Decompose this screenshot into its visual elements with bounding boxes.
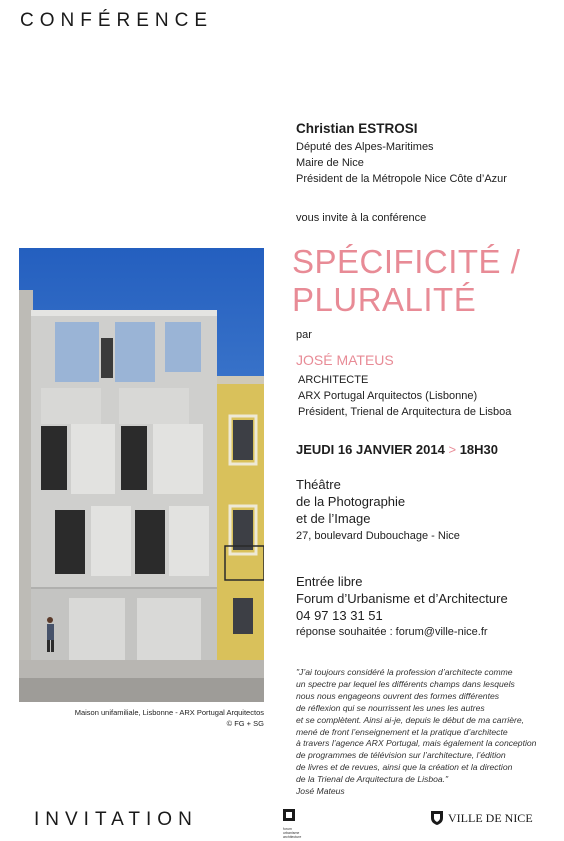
- speaker-name: JOSÉ MATEUS: [296, 352, 394, 368]
- quote-line: nous nous engageons ouvrent des formes différentes: [296, 690, 500, 701]
- venue-line: et de l’Image: [296, 511, 371, 526]
- building-illustration: [19, 248, 264, 702]
- organizer-name: Forum d’Urbanisme et d’Architecture: [296, 591, 508, 606]
- quote-line: et se complètent. Ainsi ai-je, depuis le début de ma carrière,: [296, 714, 525, 725]
- quote-author: José Mateus: [296, 786, 345, 797]
- quote-line: "J’ai toujours considéré la profession d’architecte comme: [296, 667, 513, 677]
- building-photo: [19, 248, 264, 702]
- event-date: JEUDI 16 JANVIER 2014: [296, 442, 445, 457]
- forum-logo: [283, 808, 301, 839]
- forum-logo-line: forum: [283, 827, 292, 831]
- forum-logo-line: architecture: [283, 835, 302, 839]
- forum-logo-icon: [283, 809, 295, 821]
- host-title: Député des Alpes-Maritimes: [296, 141, 434, 153]
- title-line: PLURALITÉ: [292, 281, 477, 318]
- info-block: [296, 573, 508, 624]
- photo-credit: © FG + SG: [226, 719, 264, 728]
- quote-line: mené de front l’enseignement et la pratique d’architecte: [296, 726, 508, 737]
- city-name: VILLE DE NICE: [448, 810, 533, 825]
- forum-logo-line: urbanisme: [283, 831, 300, 835]
- datetime-separator: >: [448, 442, 457, 457]
- speaker-role: ARCHITECTE: [298, 374, 369, 386]
- host-block: [296, 121, 507, 187]
- quote-line: un spectre par lequel les différents champs dans lesquels: [296, 678, 515, 689]
- conference-title: [292, 243, 520, 319]
- quote-line: de programmes de télévision sur l’architecture, l’édition: [296, 750, 506, 761]
- host-title: Maire de Nice: [296, 157, 364, 169]
- quote-line: de réflexion qui se nourrissent les unes les autres: [296, 702, 485, 713]
- venue-block: [296, 476, 405, 527]
- footer-title: INVITATION: [34, 809, 198, 830]
- venue-line: de la Photographie: [296, 494, 406, 509]
- host-titles: [296, 139, 507, 187]
- header-title: CONFÉRENCE: [20, 10, 214, 31]
- by-label: par: [296, 329, 312, 341]
- quote-line: de la Trienal de Arquitectura de Lisboa.": [296, 774, 449, 785]
- quote-line: à travers l’agence ARX Portugal, mais également la conception: [296, 738, 537, 749]
- speaker-role: ARX Portugal Arquitectos (Lisbonne): [298, 390, 478, 402]
- host-title: Président de la Métropole Nice Côte d’Azur: [296, 173, 507, 185]
- quote-line: de livres et de revues, ainsi que la création et la direction: [296, 762, 513, 773]
- photo-caption: Maison unifamiliale, Lisbonne - ARX Portugal Arquitectos: [74, 708, 264, 717]
- event-datetime: [296, 442, 498, 457]
- event-time: 18H30: [459, 442, 499, 457]
- invite-line: vous invite à la conférence: [296, 212, 427, 224]
- phone-number: 04 97 13 31 51: [296, 608, 383, 623]
- photo-caption-block: [40, 707, 264, 729]
- venue-address: 27, boulevard Dubouchage - Nice: [296, 530, 460, 542]
- speaker-role: Président, Trienal de Arquitectura de Lisboa: [298, 406, 512, 418]
- city-crest-icon: [430, 810, 444, 826]
- host-name: Christian ESTROSI: [296, 121, 418, 136]
- speaker-roles: [298, 372, 511, 420]
- rsvp-line: réponse souhaitée : forum@ville-nice.fr: [296, 626, 488, 638]
- city-logo: [430, 810, 533, 826]
- title-line: SPÉCIFICITÉ /: [292, 243, 521, 280]
- quote-block: [296, 667, 536, 798]
- venue-line: Théâtre: [296, 477, 341, 492]
- entry-label: Entrée libre: [296, 574, 363, 589]
